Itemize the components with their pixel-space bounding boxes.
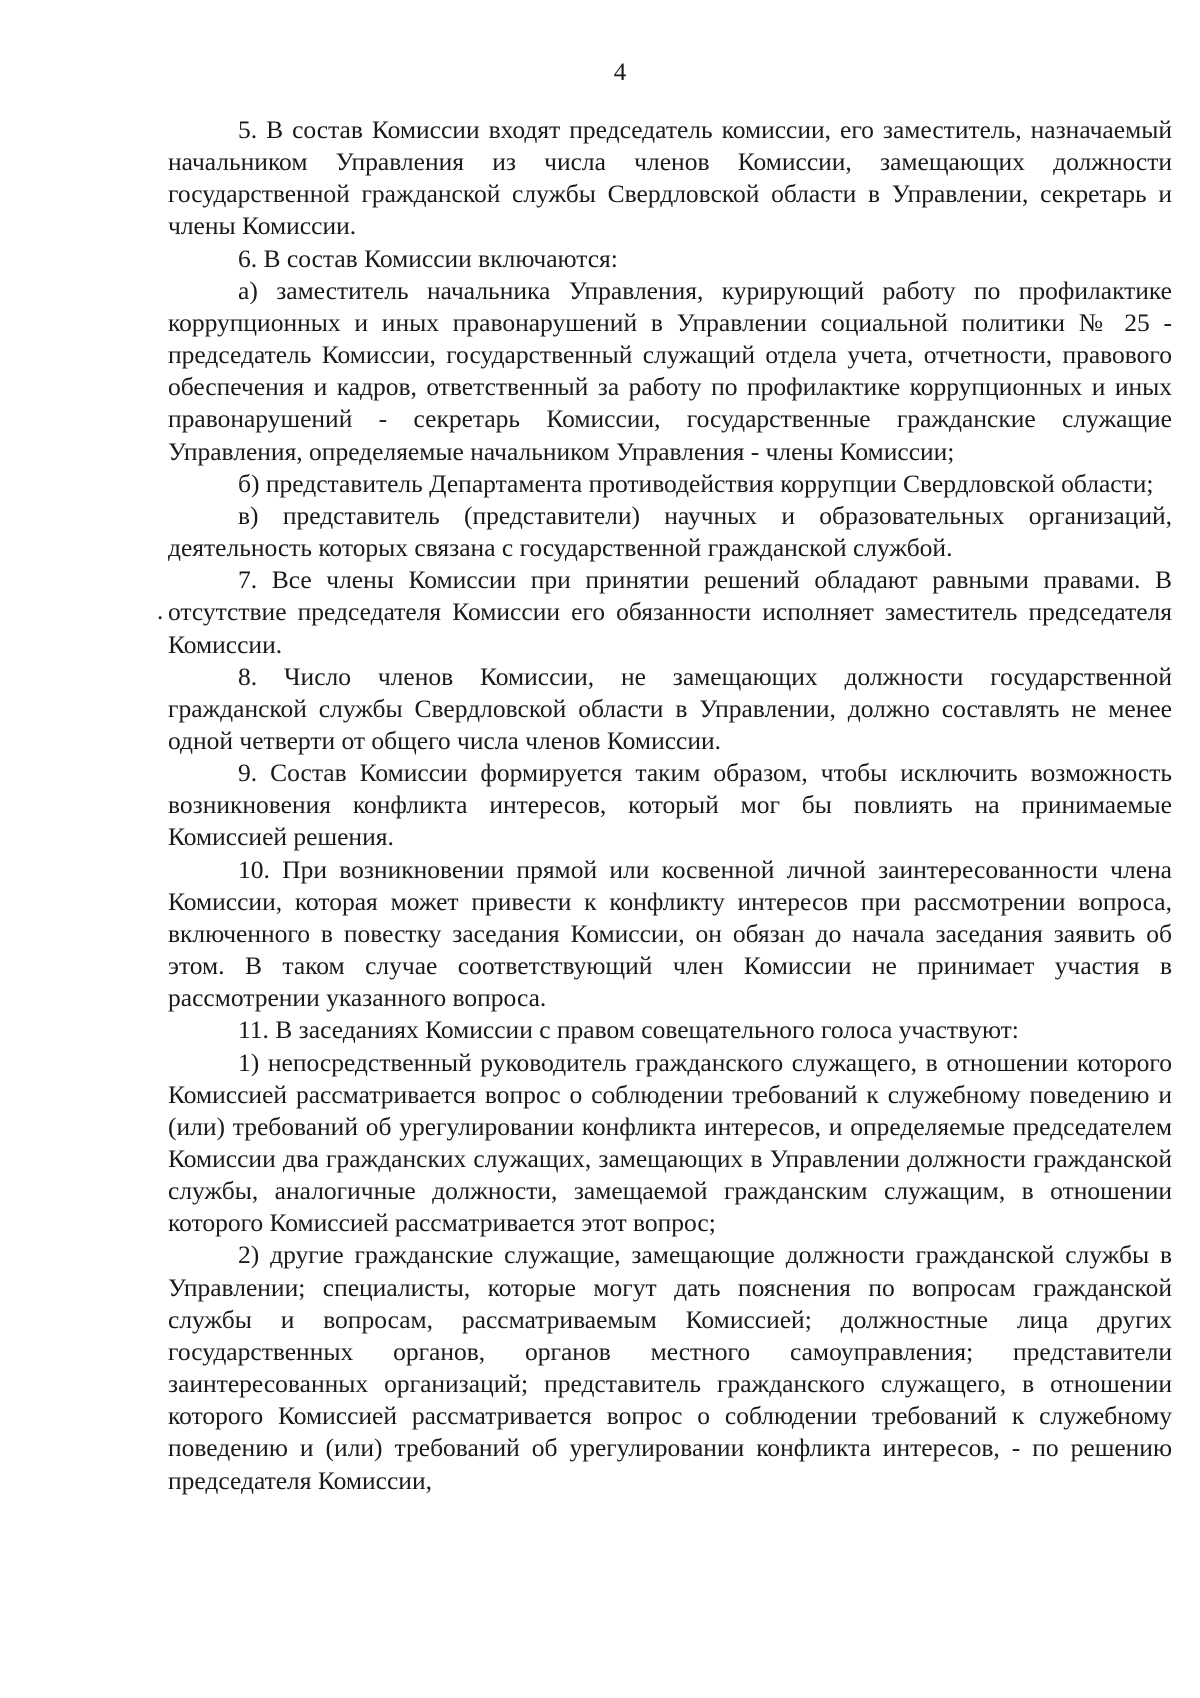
- page-number: 4: [613, 59, 627, 86]
- paragraph-6v: в) представитель (представители) научных и образовательных организаций, деятельность которых связана с государственной гражданской службой.: [168, 500, 1172, 563]
- paragraph-8: 8. Число членов Комиссии, не замещающих должности государственной гражданской службы Свердловской области в Управлении, должно составлять не менее одной четверти от общего числа членов Комиссии.: [168, 661, 1172, 755]
- paragraph-5: 5. В состав Комиссии входят председатель комиссии, его заместитель, назначаемый начальником Управления из числа членов Комиссии, замещающих должности государственной гражданской службы Свердловской области в Управлении, секретарь и члены Комиссии.: [168, 115, 1172, 241]
- paragraph-10: 10. При возникновении прямой или косвенной личной заинтересованности члена Комиссии, которая может привести к конфликту интересов при рассмотрении вопроса, включенного в повестку заседания Комиссии, он обязан до начала заседания заявить об этом. В таком случае соответствующий член Комиссии не принимает участия в рассмотрении указанного вопроса.: [168, 854, 1172, 1013]
- margin-dot-mark: .: [157, 598, 164, 626]
- paragraph-7-wrapper: [157, 564, 1172, 660]
- paragraph-6a: а) заместитель начальника Управления, курирующий работу по профилактике коррупционных и иных правонарушений в Управлении социальной политики № 25 - председатель Комиссии, государственный служащий отдела учета, отчетности, правового обеспечения и кадров, ответственный за работу по профилактике коррупционных и иных правонарушений - секретарь Комиссии, государственные гражданские служащие Управления, определяемые начальником Управления - члены Комиссии;: [168, 275, 1172, 466]
- paragraph-9: 9. Состав Комиссии формируется таким образом, чтобы исключить возможность возникновения конфликта интересов, который мог бы повлиять на принимаемые Комиссией решения.: [168, 758, 1172, 852]
- paragraph-6b: б) представитель Департамента противодействия коррупции Свердловской области;: [238, 468, 1154, 498]
- paragraph-11-2: 2) другие гражданские служащие, замещающие должности гражданской службы в Управлении; специалисты, которые могут дать пояснения по вопросам гражданской службы и вопросам, рассматриваемым Комиссией; должностные лица других государственных органов, органов местного самоуправления; представители заинтересованных организаций; представитель гражданского служащего, в отношении которого Комиссией рассматривается вопрос о соблюдении требований к служебному поведению и (или) требований об урегулировании конфликта интересов, - по решению председателя Комиссии,: [168, 1240, 1172, 1495]
- paragraph-7: 7. Все члены Комиссии при принятии решений обладают равными правами. В отсутствие председателя Комиссии его обязанности исполняет заместитель председателя Комиссии.: [168, 565, 1172, 659]
- document-body: [157, 114, 1172, 1497]
- paragraph-6: 6. В состав Комиссии включаются:: [238, 243, 618, 273]
- paragraph-11-1: 1) непосредственный руководитель гражданского служащего, в отношении которого Комиссией рассматривается вопрос о соблюдении требований к служебному поведению и (или) требований об урегулировании конфликта интересов, и определяемые председателем Комиссии два гражданских служащих, замещающих в Управлении должности гражданской службы, аналогичные должности, замещаемой гражданским служащим, в отношении которого Комиссией рассматривается этот вопрос;: [168, 1047, 1172, 1238]
- paragraph-11: 11. В заседаниях Комиссии с правом совещательного голоса участвуют:: [238, 1015, 1019, 1045]
